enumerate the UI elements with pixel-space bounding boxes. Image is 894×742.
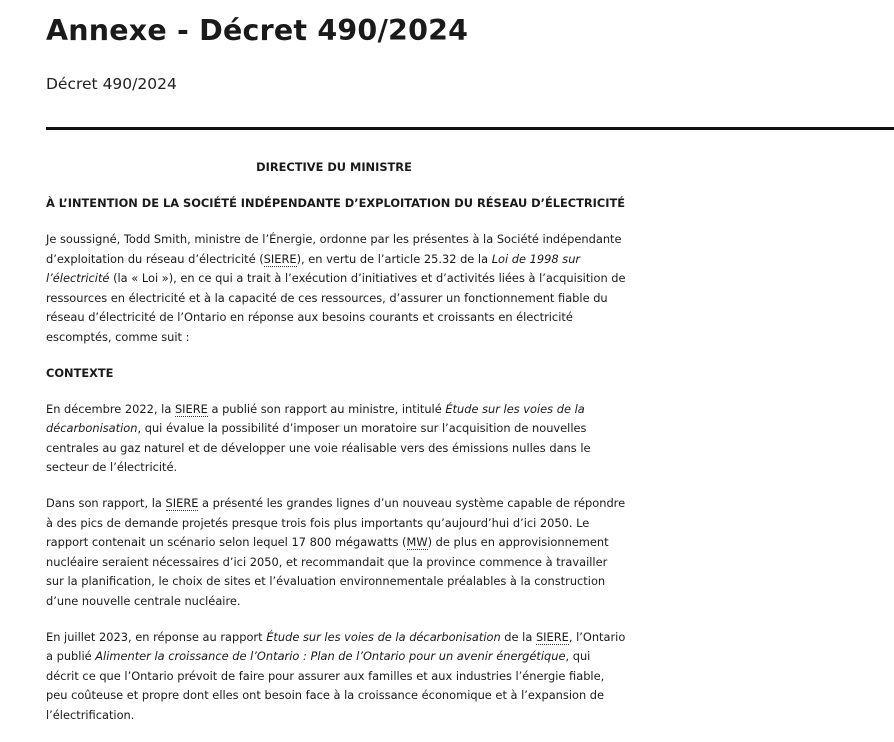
para3-text-1: En juillet 2023, en réponse au rapport (46, 629, 267, 644)
report-title: Étude sur les voies de la décarbonisation (46, 401, 585, 435)
directive-heading: DIRECTIVE DU MINISTRE (256, 160, 412, 174)
intro-text-1: Je soussigné, Todd Smith, ministre de l’Énergie, ordonne par les présentes à la Société indépendante d’exploitation du réseau d’électricité ( (46, 232, 622, 266)
page-title: Annexe - Décret 490/2024 (46, 14, 469, 47)
para2-text-3: ) de plus en approvisionnement nucléaire seraient nécessaires d’ici 2050, et recommandait que la province commence à travailler sur la planification, le choix de sites et l’évaluation environnementale préalables à la construction d’une nouvelle centrale nucléaire. (46, 535, 609, 608)
law-title: Loi de 1998 sur l’électricité (46, 251, 581, 285)
siere-abbreviation[interactable]: SIERE (174, 401, 208, 416)
plan-title: Alimenter la croissance de l’Ontario : Plan de l’Ontario pour un avenir énergétique (95, 649, 566, 663)
intro-text-3: (la « Loi »), en ce qui a trait à l’exécution d’initiatives et d’activités liées à l’acquisition de ressources en électricité et à la capacité de ces ressources, d’assurer un fonctionnement fiable du réseau d’électricité de l’Ontario en réponse aux besoins courants et croissants en électricité escomptés, comme suit : (46, 271, 626, 344)
para1-text-2: a publié son rapport au ministre, intitulé (207, 401, 446, 416)
context-paragraph-1 (46, 400, 626, 478)
page-subtitle: Décret 490/2024 (46, 75, 177, 93)
intro-text-2: ), en vertu de l’article 25.32 de la (296, 251, 492, 266)
para1-text-3: , qui évalue la possibilité d’imposer un moratoire sur l’acquisition de nouvelles centrales au gaz naturel et de développer une voie réalisable vers des émissions nulles dans le secteur de l’électricité. (46, 421, 591, 474)
siere-abbreviation[interactable]: SIERE (263, 251, 297, 266)
para2-text-1: Dans son rapport, la (46, 496, 166, 510)
header-divider (46, 127, 894, 130)
context-paragraph-2 (46, 494, 626, 611)
report-title: Étude sur les voies de la décarbonisation (266, 629, 501, 644)
para3-text-3: , l’Ontario a publié (46, 629, 626, 663)
para3-text-4: , qui décrit ce que l’Ontario prévoit de faire pour assurer aux familles et aux industries l’énergie fiable, peu coûteuse et propre dont elles ont besoin face à la croissance économique et à l’expansion de l’électrification. (46, 649, 605, 722)
para3-text-2: de la (500, 629, 536, 644)
context-heading: CONTEXTE (46, 365, 114, 380)
context-paragraph-3 (46, 628, 626, 726)
document-body (46, 158, 626, 742)
para2-text-2: a présenté les grandes lignes d’un nouveau système capable de répondre à des pics de demande projetés presque trois fois plus importants qu’aujourd’hui d’ici 2050. Le rapport contenait un scénario selon lequel 17 800 mégawatts ( (46, 496, 626, 549)
siere-abbreviation[interactable]: SIERE (535, 629, 569, 644)
addressee-heading: À L’INTENTION DE LA SOCIÉTÉ INDÉPENDANTE D’EXPLOITATION DU RÉSEAU D’ÉLECTRICITÉ (46, 196, 626, 210)
siere-abbreviation[interactable]: SIERE (165, 496, 199, 510)
para1-text-1: En décembre 2022, la (46, 401, 175, 416)
intro-paragraph (46, 230, 626, 347)
mw-abbreviation[interactable]: MW (406, 535, 428, 549)
